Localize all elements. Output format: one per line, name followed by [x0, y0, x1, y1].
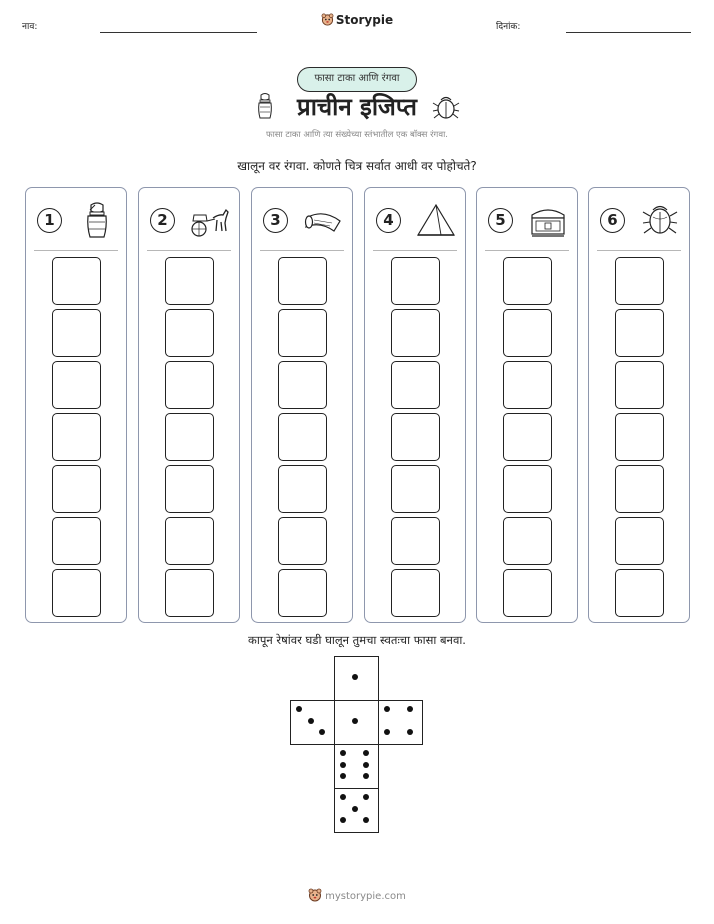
dice-pip [340, 750, 346, 756]
dice-pip [340, 817, 346, 823]
dice-pip [407, 706, 413, 712]
color-box[interactable] [165, 517, 214, 565]
color-box[interactable] [165, 413, 214, 461]
color-box[interactable] [503, 569, 552, 617]
color-box[interactable] [52, 569, 101, 617]
column-number: 5 [488, 208, 513, 233]
column-divider [485, 250, 569, 251]
color-box[interactable] [503, 517, 552, 565]
date-label: दिनांक: [496, 22, 521, 32]
dice-pip [308, 718, 314, 724]
date-line[interactable] [566, 32, 691, 33]
dice-pip [352, 806, 358, 812]
color-box[interactable] [278, 309, 327, 357]
dice-pip [384, 706, 390, 712]
column-divider [597, 250, 681, 251]
dice-pip [340, 762, 346, 768]
scarab-beetle-icon [639, 201, 681, 239]
coloring-instruction: खालून वर रंगवा. कोणते चित्र सर्वात आधी वर पोहोचते? [237, 159, 477, 173]
scarab-beetle-icon [432, 94, 460, 120]
color-box[interactable] [52, 413, 101, 461]
color-box[interactable] [52, 309, 101, 357]
column-number: 6 [600, 208, 625, 233]
color-box[interactable] [52, 361, 101, 409]
dice-pip [352, 718, 358, 724]
dice-face-5 [334, 788, 379, 833]
chariot-icon [189, 201, 231, 239]
dice-pip [384, 729, 390, 735]
color-box[interactable] [391, 257, 440, 305]
column-number: 3 [263, 208, 288, 233]
dice-pip [363, 762, 369, 768]
dice-pip [352, 674, 358, 680]
page-title: प्राचीन इजिप्त [297, 93, 417, 121]
dice-face-4 [378, 700, 423, 745]
brand [0, 13, 714, 27]
column-5 [476, 187, 578, 623]
color-box[interactable] [615, 257, 664, 305]
color-box[interactable] [165, 257, 214, 305]
column-4 [364, 187, 466, 623]
color-box[interactable] [165, 309, 214, 357]
color-box[interactable] [391, 361, 440, 409]
dice-pip [407, 729, 413, 735]
treasure-chest-icon [527, 201, 569, 239]
dice-pip [363, 817, 369, 823]
column-number: 1 [37, 208, 62, 233]
color-box[interactable] [278, 569, 327, 617]
footer [0, 888, 714, 902]
name-line[interactable] [100, 32, 257, 33]
color-box[interactable] [615, 361, 664, 409]
column-6 [588, 187, 690, 623]
color-box[interactable] [615, 413, 664, 461]
color-box[interactable] [278, 517, 327, 565]
dice-pip [340, 773, 346, 779]
color-box[interactable] [615, 309, 664, 357]
color-box[interactable] [503, 465, 552, 513]
dice-pip [296, 706, 302, 712]
color-box[interactable] [52, 465, 101, 513]
color-box[interactable] [278, 257, 327, 305]
column-divider [373, 250, 457, 251]
dice-face-6 [334, 744, 379, 789]
color-box[interactable] [391, 517, 440, 565]
column-number: 2 [150, 208, 175, 233]
storypie-logo-icon [308, 888, 322, 902]
color-box[interactable] [615, 465, 664, 513]
papyrus-scroll-icon [302, 201, 344, 239]
color-box[interactable] [615, 569, 664, 617]
color-box[interactable] [503, 361, 552, 409]
color-box[interactable] [165, 361, 214, 409]
canopic-jar-icon [76, 201, 118, 239]
color-box[interactable] [391, 569, 440, 617]
color-box[interactable] [503, 309, 552, 357]
dice-pip [363, 773, 369, 779]
column-1 [25, 187, 127, 623]
column-2 [138, 187, 240, 623]
color-box[interactable] [52, 257, 101, 305]
color-box[interactable] [165, 465, 214, 513]
dice-pip [363, 750, 369, 756]
dice-pip [319, 729, 325, 735]
dice-pip [363, 794, 369, 800]
color-box[interactable] [391, 309, 440, 357]
column-divider [34, 250, 118, 251]
color-box[interactable] [391, 465, 440, 513]
pyramid-icon [415, 201, 457, 239]
dice-pip [340, 794, 346, 800]
name-label: नाव: [22, 22, 38, 32]
column-3 [251, 187, 353, 623]
color-box[interactable] [278, 361, 327, 409]
activity-pill: फासा टाका आणि रंगवा [297, 67, 417, 92]
brand-name: Storypie [335, 13, 394, 27]
color-box[interactable] [52, 517, 101, 565]
page-subtitle: फासा टाका आणि त्या संख्येच्या स्तंभातील एक बॉक्स रंगवा. [266, 130, 448, 140]
dice-face-1 [334, 700, 379, 745]
color-box[interactable] [278, 465, 327, 513]
column-divider [147, 250, 231, 251]
color-box[interactable] [503, 413, 552, 461]
color-box[interactable] [615, 517, 664, 565]
storypie-logo-icon [321, 13, 334, 26]
dice-face-3 [290, 700, 335, 745]
column-divider [260, 250, 344, 251]
dice-instruction: कापून रेषांवर घडी घालून तुमचा स्वतःचा फासा बनवा. [248, 633, 466, 647]
color-box[interactable] [503, 257, 552, 305]
dice-face-1 [334, 656, 379, 701]
footer-url: mystorypie.com [325, 891, 406, 902]
color-box[interactable] [278, 413, 327, 461]
color-box[interactable] [165, 569, 214, 617]
color-box[interactable] [391, 413, 440, 461]
column-number: 4 [376, 208, 401, 233]
